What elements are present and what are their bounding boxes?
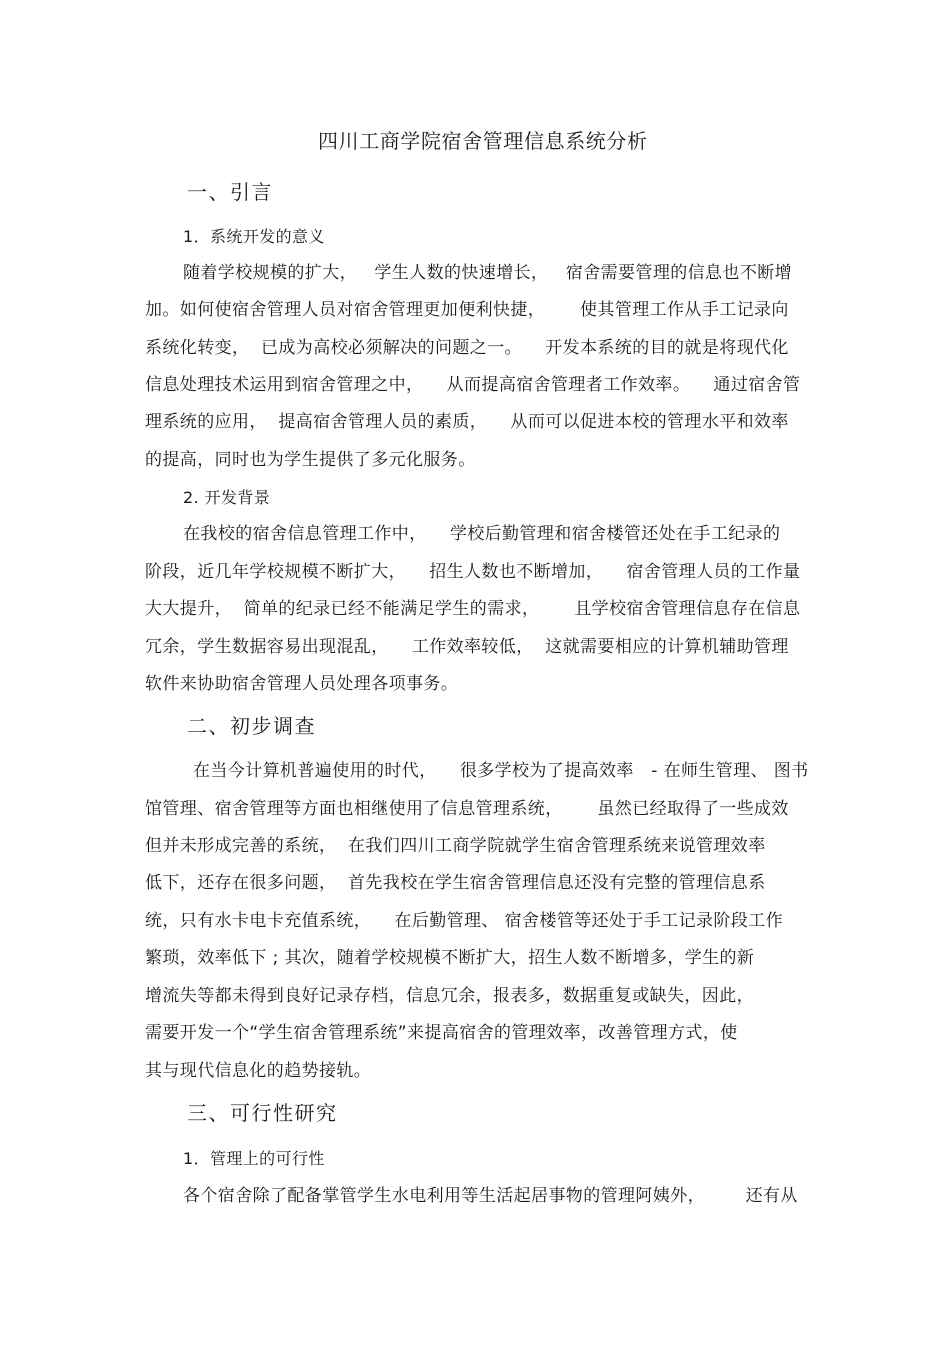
paragraph-line: 随着学校规模的扩大， 学生人数的快速增长， 宿舍需要管理的信息也不断增 [183, 263, 793, 283]
paragraph-line: 其与现代信息化的趋势接轨。 [145, 1061, 372, 1081]
paragraph-line: 但并未形成完善的系统， 在我们四川工商学院就学生宿舍管理系统来说管理效率 [145, 836, 766, 856]
paragraph-line: 的提高，同时也为学生提供了多元化服务。 [145, 450, 476, 470]
paragraph-line: 阶段，近几年学校规模不断扩大， 招生人数也不断增加， 宿舍管理人员的工作量 [145, 562, 801, 582]
section-heading-feasibility-study: 三、可行性研究 [187, 1101, 338, 1125]
paragraph-line: 在我校的宿舍信息管理工作中， 学校后勤管理和宿舍楼管还处在手工纪录的 [183, 524, 781, 544]
paragraph-line: 软件来协助宿舍管理人员处理各项事务。 [145, 674, 459, 694]
paragraph-line: 馆管理、宿舍管理等方面也相继使用了信息管理系统， 虽然已经取得了一些成效 [145, 799, 789, 819]
paragraph-line: 大大提升， 简单的纪录已经不能满足学生的需求， 且学校宿舍管理信息存在信息 [145, 599, 801, 619]
paragraph-line: 信息处理技术运用到宿舍管理之中， 从而提高宿舍管理者工作效率。 通过宿舍管 [145, 375, 801, 395]
paragraph-line: 理系统的应用， 提高宿舍管理人员的素质， 从而可以促进本校的管理水平和效率 [145, 412, 789, 432]
subsection-heading-management-feasibility: 1．管理上的可行性 [183, 1149, 325, 1168]
paragraph-line: 系统化转变， 已成为高校必须解决的问题之一。 开发本系统的目的就是将现代化 [145, 338, 789, 358]
paragraph-line: 冗余，学生数据容易出现混乱， 工作效率较低， 这就需要相应的计算机辅助管理 [145, 637, 789, 657]
document-title: 四川工商学院宿舍管理信息系统分析 [318, 129, 648, 153]
paragraph-line: 统，只有水卡电卡充值系统， 在后勤管理、 宿舍楼管等还处于手工记录阶段工作 [145, 911, 784, 931]
subsection-heading-background: 2. 开发背景 [183, 488, 271, 507]
paragraph-line: 繁琐，效率低下 ; 其次，随着学校规模不断扩大，招生人数不断增多，学生的新 [145, 948, 755, 968]
paragraph-line: 低下，还存在很多问题， 首先我校在学生宿舍管理信息还没有完整的管理信息系 [145, 873, 766, 893]
paragraph-line: 加。如何使宿舍管理人员对宿舍管理更加便利快捷， 使其管理工作从手工记录向 [145, 300, 789, 320]
subsection-heading-significance: 1．系统开发的意义 [183, 227, 325, 246]
section-heading-introduction: 一、引言 [187, 180, 273, 204]
section-heading-preliminary-survey: 二、初步调查 [187, 714, 316, 738]
paragraph-line: 在当今计算机普遍使用的时代， 很多学校为了提高效率 - 在师生管理、 图书 [193, 761, 809, 781]
paragraph-line: 各个宿舍除了配备掌管学生水电利用等生活起居事物的管理阿姨外， 还有从 [183, 1186, 798, 1206]
paragraph-line: 增流失等都未得到良好记录存档，信息冗余，报表多，数据重复或缺失，因此， [145, 986, 754, 1006]
paragraph-line: 需要开发一个“学生宿舍管理系统”来提高宿舍的管理效率，改善管理方式，使 [145, 1023, 738, 1043]
